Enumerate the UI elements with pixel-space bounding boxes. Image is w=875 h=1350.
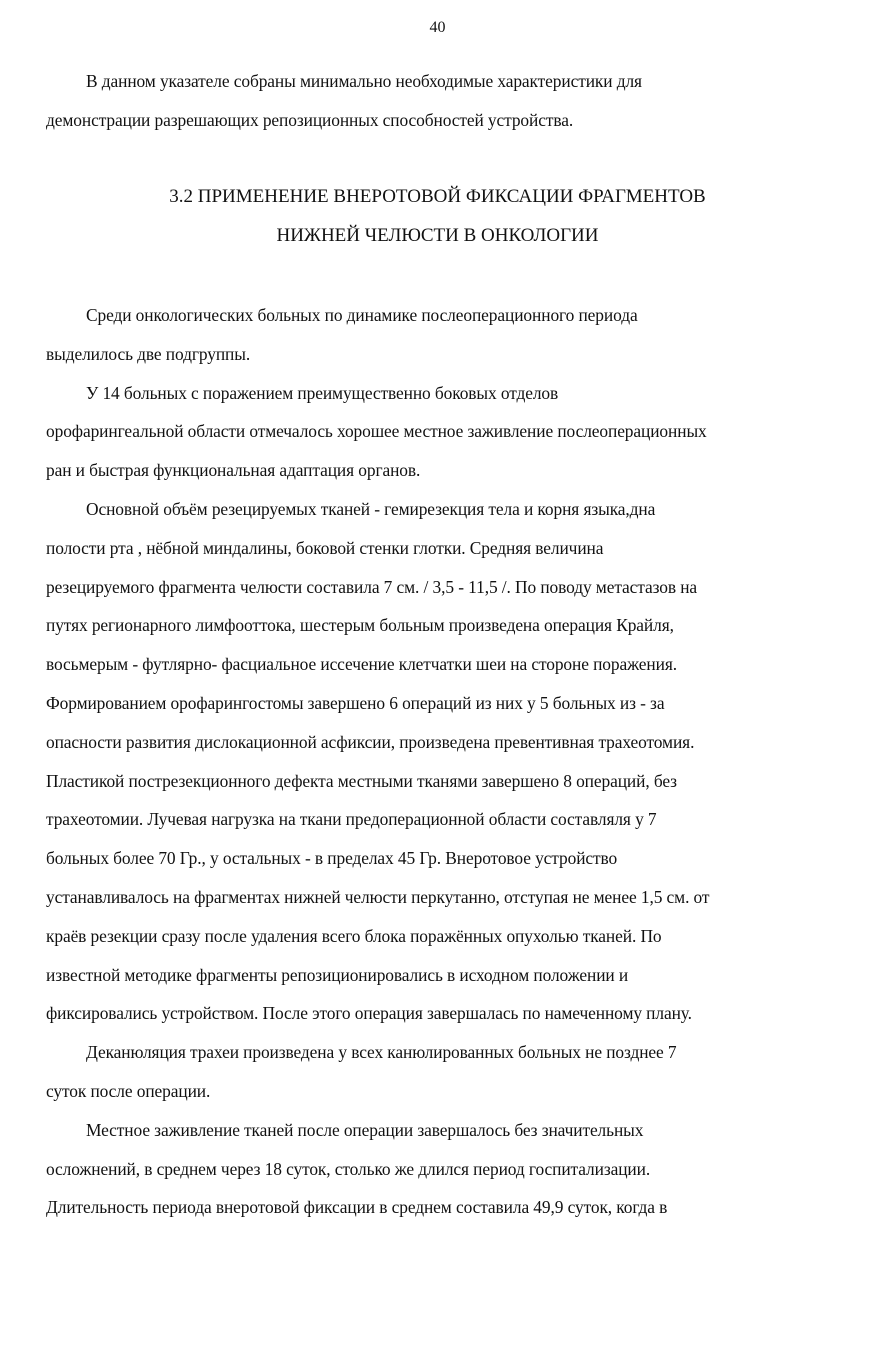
section-heading [0,178,875,256]
text-line: больных более 70 Гр., у остальных - в пределах 45 Гр. Внеротовое устройство [46,848,618,869]
text-line: краёв резекции сразу после удаления всего блока поражённых опухолью тканей. По [46,925,662,946]
text-line: Формированием орофарингостомы завершено 6 операций из них у 5 больных из - за [46,692,665,713]
text-line: путях регионарного лимфооттока, шестерым больным произведена операция Крайля, [46,615,674,636]
heading-line: НИЖНЕЙ ЧЕЛЮСТИ В ОНКОЛОГИИ [276,224,599,246]
text-line: Основной объём резецируемых тканей - гемирезекция тела и корня языка,дна [86,498,656,519]
text-line: устанавливалось на фрагментах нижней челюсти перкутанно, отступая не менее 1,5 см. от [46,886,710,907]
text-line: Среди онкологических больных по динамике послеоперационного периода [86,305,638,325]
text-line: демонстрации разрешающих репозиционных способностей устройства. [46,109,574,130]
text-line: резецируемого фрагмента челюсти составила 7 см. / 3,5 - 11,5 /. По поводу метастазов на [46,576,698,597]
text-line: известной методике фрагменты репозиционировались в исходном положении и [46,964,629,985]
text-line: выделилось две подгруппы. [46,343,251,364]
text-line: опасности развития дислокационной асфиксии, произведена превентивная трахеотомия. [46,731,695,752]
text-line: Длительность периода внеротовой фиксации в среднем составила 49,9 суток, когда в [46,1197,668,1218]
text-line: Деканюляция трахеи произведена у всех канюлированных больных не позднее 7 [86,1042,677,1063]
section-body [46,296,832,1227]
text-line: восьмерым - футлярно- фасциальное иссечение клетчатки шеи на стороне поражения. [46,654,677,675]
text-line: В данном указателе собраны минимально необходимые характеристики для [86,71,642,91]
text-line: У 14 больных с поражением преимущественно боковых отделов [86,382,559,403]
text-line: ран и быстрая функциональная адаптация органов. [46,460,421,481]
text-line: осложнений, в среднем через 18 суток, столько же длился период госпитализации. [46,1158,651,1179]
text-line: суток после операции. [46,1080,211,1101]
paragraph [46,1111,832,1227]
intro-paragraph [46,62,832,140]
page-number: 40 [429,19,446,36]
paragraph [46,490,832,1033]
text-line: Пластикой пострезекционного дефекта местными тканями завершено 8 операций, без [46,770,677,791]
text-line: фиксировались устройством. После этого операция завершалась по намеченному плану. [46,1003,692,1024]
paragraph [46,374,832,490]
text-line: Местное заживление тканей после операции завершалось без значительных [86,1119,644,1140]
heading-line: 3.2 ПРИМЕНЕНИЕ ВНЕРОТОВОЙ ФИКСАЦИИ ФРАГМЕНТОВ [169,186,706,207]
paragraph [46,296,832,374]
paragraph [46,1033,832,1111]
text-line: трахеотомии. Лучевая нагрузка на ткани предоперационной области составляля у 7 [46,809,657,830]
text-line: полости рта , нёбной миндалины, боковой стенки глотки. Средняя величина [46,537,604,558]
text-line: орофарингеальной области отмечалось хорошее местное заживление послеоперационных [46,421,707,442]
